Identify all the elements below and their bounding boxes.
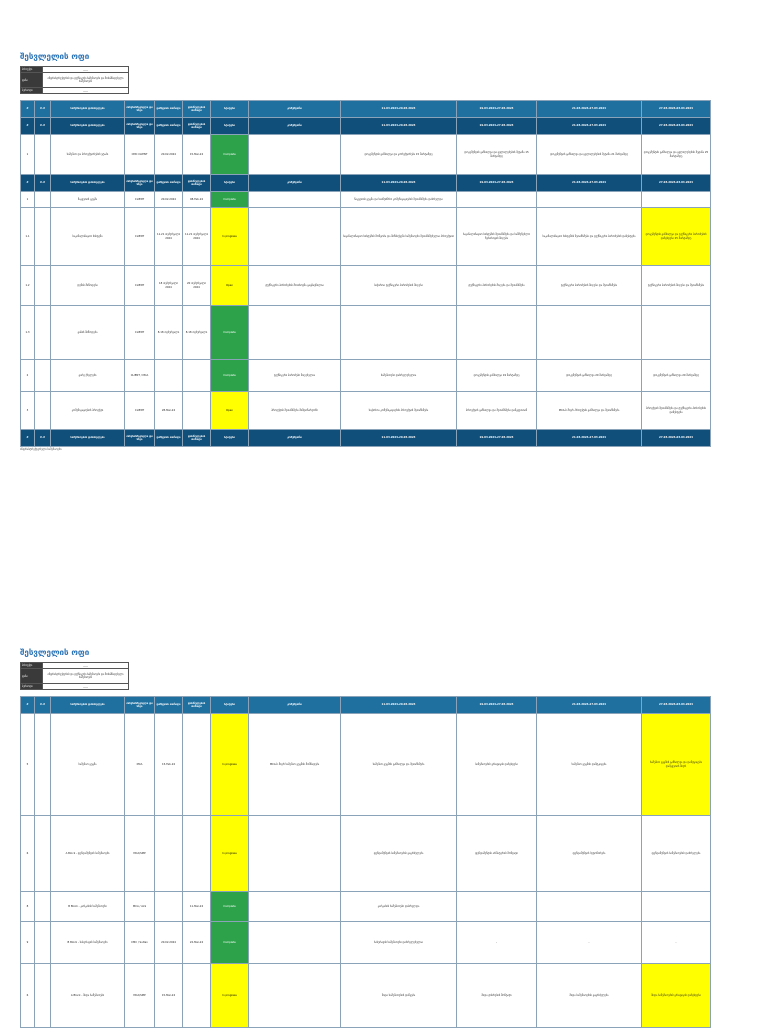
table-cell: შიდა სამუშაოების დაწყება bbox=[341, 964, 457, 1028]
table-cell: 3 bbox=[21, 392, 35, 430]
column-header: პასუხისმგებელი და სხვა bbox=[125, 175, 155, 192]
column-header: სამუშაოების დასახელება bbox=[51, 430, 125, 447]
column-header: დაწყების თარიღი bbox=[155, 697, 183, 714]
table-cell bbox=[35, 208, 51, 266]
comment-cell: პროექტის შეთანხმება მიმდინარეობს bbox=[249, 392, 341, 430]
column-header: 27.03.2024-03.04.2024 bbox=[642, 118, 711, 135]
task-name: კომუნიკაციების პროექტი bbox=[51, 392, 125, 430]
column-header: 11.03.2024-20.03.2024 bbox=[341, 101, 457, 118]
column-header: დასრულების თარიღი bbox=[183, 118, 211, 135]
table-cell: ფუნდამენტის ბეტონირება bbox=[537, 816, 642, 892]
table-row bbox=[21, 135, 711, 175]
column-header: სტატუსი bbox=[211, 101, 249, 118]
header-row bbox=[21, 175, 711, 192]
comment-cell: MCA-ს მიერ სამუშაო გეგმის მომზადება bbox=[249, 714, 341, 816]
table-cell: CLIENT bbox=[125, 266, 155, 306]
comment-cell: ტექნიკური პირობების მოთხოვნა გაგზავნილია bbox=[249, 266, 341, 306]
column-header: პასუხისმგებელი და სხვა bbox=[125, 430, 155, 447]
comment-cell bbox=[249, 922, 341, 964]
table-cell: დოკუმენტის განხილვა და ცვლილებების შეტანა 21 მარტამდე bbox=[537, 135, 642, 175]
table-cell bbox=[35, 714, 51, 816]
column-header: # bbox=[21, 697, 35, 714]
task-name: B Block - სახურავის სამუშაოები bbox=[51, 922, 125, 964]
column-header: დასრულების თარიღი bbox=[183, 101, 211, 118]
table-cell: ფუნდამენტის სამუშაოების გაგრძელება bbox=[341, 816, 457, 892]
status-badge: Complete bbox=[211, 922, 249, 964]
table-cell: საკანალიზაციო სისტემის შეთანხმება და ტექნიკური პირობების დაზუსტება bbox=[537, 208, 642, 266]
column-header: 11.03.2024-20.03.2024 bbox=[341, 175, 457, 192]
table-cell: ტექნიკური პირობების მიღება და შეთანხმება bbox=[537, 266, 642, 306]
table-cell: დოკუმენტის განხილვა და ცვლილებების შეტანა 15 მარტამდე bbox=[457, 135, 537, 175]
table-cell: 1.1 bbox=[21, 208, 35, 266]
table-cell: სამუშაო გეგმის დამტკიცება bbox=[537, 714, 642, 816]
comment-cell bbox=[249, 816, 341, 892]
table-cell: დოკუმენტის განხილვა 20 მარტამდე bbox=[537, 360, 642, 392]
column-header: 21.03.2024-27.03.2024 bbox=[537, 101, 642, 118]
status-badge: In progress bbox=[211, 714, 249, 816]
status-table bbox=[20, 100, 711, 447]
status-badge: Complete bbox=[211, 192, 249, 208]
table-cell bbox=[183, 816, 211, 892]
column-header: სტატუსი bbox=[211, 118, 249, 135]
task-name: ნაკვეთის გეგმა bbox=[51, 192, 125, 208]
column-header: 19.03.2024-27.03.2024 bbox=[457, 175, 537, 192]
table-cell bbox=[457, 306, 537, 360]
table-row bbox=[21, 208, 711, 266]
table-cell: CLIENT bbox=[125, 306, 155, 360]
table-row bbox=[21, 892, 711, 922]
column-header: 21.03.2024-27.03.2024 bbox=[537, 175, 642, 192]
column-header: #.# bbox=[35, 118, 51, 135]
column-header: 11.03.2024-20.03.2024 bbox=[341, 697, 457, 714]
table-cell: 5 bbox=[21, 714, 35, 816]
status-badge: Complete bbox=[211, 892, 249, 922]
task-name: საკანალიზაციო სისტემა bbox=[51, 208, 125, 266]
column-header: # bbox=[21, 118, 35, 135]
column-header: სამუშაოების დასახელება bbox=[51, 697, 125, 714]
task-name: A Block - შიდა სამუშაოები bbox=[51, 964, 125, 1028]
comment-cell bbox=[249, 192, 341, 208]
info-value: ____ bbox=[43, 663, 129, 669]
table-cell: 1.2 bbox=[21, 266, 35, 306]
table-cell bbox=[537, 192, 642, 208]
table-cell: 1 bbox=[21, 135, 35, 175]
table-cell bbox=[35, 964, 51, 1028]
info-key: ფაზა bbox=[21, 669, 43, 684]
table-cell: შიდა სამუშაოების გაგრძელება bbox=[537, 964, 642, 1028]
table-cell: 6 bbox=[21, 816, 35, 892]
column-header: დაწყების თარიღი bbox=[155, 430, 183, 447]
column-header: 19.03.2024-27.03.2024 bbox=[457, 101, 537, 118]
column-header: დაწყების თარიღი bbox=[155, 118, 183, 135]
table-cell: 11.21 თებერვალი 2024 bbox=[155, 208, 183, 266]
table-cell: ფუნდამენტის სამუშაოების დასრულება bbox=[642, 816, 711, 892]
info-value: ინფრასტრუქტურის და ტექნიკური სამუშაოები და მოსამზადებელი სამუშაოები bbox=[43, 73, 129, 88]
status-badge: In progress bbox=[211, 816, 249, 892]
table-row bbox=[21, 714, 711, 816]
table-cell: პროექტის განხილვა და შეთანხმება დამკვეთთან bbox=[457, 392, 537, 430]
info-table-page-2 bbox=[20, 662, 129, 690]
table-cell: 1 bbox=[21, 192, 35, 208]
column-header: #.# bbox=[35, 697, 51, 714]
table-cell: CLIENT / MCA bbox=[125, 360, 155, 392]
info-key: პროექტი bbox=[21, 663, 43, 669]
table-cell bbox=[35, 306, 51, 360]
table-cell: ნაკვეთის გეგმა და საინჟინრო კომუნიკაციების შეთანხმება დასრულდა bbox=[341, 192, 457, 208]
table-cell: 11-Mar-24 bbox=[183, 892, 211, 922]
table-cell bbox=[155, 360, 183, 392]
table-cell: MCA bbox=[125, 714, 155, 816]
table-cell bbox=[642, 192, 711, 208]
column-header: დაწყების თარიღი bbox=[155, 101, 183, 118]
column-header: 19.03.2024-27.03.2024 bbox=[457, 697, 537, 714]
table-cell: ფუნდამენტის არმატურის მონტაჟი bbox=[457, 816, 537, 892]
comment-cell bbox=[249, 306, 341, 360]
column-header: 27.03.2024-03.04.2024 bbox=[642, 101, 711, 118]
column-header: # bbox=[21, 175, 35, 192]
table-cell: CMC / Sultan bbox=[125, 922, 155, 964]
status-table-page-2 bbox=[20, 696, 711, 1028]
table-cell bbox=[642, 892, 711, 922]
table-cell: საჭიროა კომუნიკაციების პროექტის შეთანხმება bbox=[341, 392, 457, 430]
table-cell bbox=[35, 192, 51, 208]
table-cell: CMC CLIENT bbox=[125, 135, 155, 175]
table-row bbox=[21, 964, 711, 1028]
table-row bbox=[21, 360, 711, 392]
table-cell bbox=[35, 360, 51, 392]
table-cell: პროექტის შეთანხმება და ტექნიკური პირობების დაზუსტება bbox=[642, 392, 711, 430]
column-header: 27.03.2024-03.04.2024 bbox=[642, 175, 711, 192]
info-key: პროექტი bbox=[21, 67, 43, 73]
column-header: სტატუსი bbox=[211, 430, 249, 447]
table-cell: 8 bbox=[21, 892, 35, 922]
column-header: #.# bbox=[35, 430, 51, 447]
table-cell: 8.18 თებერვალი bbox=[183, 306, 211, 360]
comment-cell bbox=[249, 892, 341, 922]
table-cell: 15-Feb-24 bbox=[155, 714, 183, 816]
column-header: დაწყების თარიღი bbox=[155, 175, 183, 192]
table-cell: MCA/SMP bbox=[125, 816, 155, 892]
table-cell bbox=[457, 192, 537, 208]
table-cell: 15-Mar-24 bbox=[155, 964, 183, 1028]
column-header: #.# bbox=[35, 101, 51, 118]
task-name: A Block - ფუნდამენტის სამუშაოები bbox=[51, 816, 125, 892]
status-badge: Complete bbox=[211, 135, 249, 175]
column-header: პასუხისმგებელი და სხვა bbox=[125, 697, 155, 714]
column-header: 21.03.2024-27.03.2024 bbox=[537, 118, 642, 135]
column-header: დასრულების თარიღი bbox=[183, 430, 211, 447]
status-badge: Open bbox=[211, 266, 249, 306]
table-cell bbox=[35, 135, 51, 175]
comment-cell: ტექნიკური პირობები მიღებულია bbox=[249, 360, 341, 392]
table-cell: ტექნიკური პირობების მიღება და შეთანხმება bbox=[642, 266, 711, 306]
column-header: სტატუსი bbox=[211, 697, 249, 714]
table-cell: დოკუმენტის განხილვა და ცვლილებების შეტანა 25 მარტამდე bbox=[642, 135, 711, 175]
header-row bbox=[21, 697, 711, 714]
column-header: 21.03.2024-27.03.2024 bbox=[537, 697, 642, 714]
column-header: # bbox=[21, 101, 35, 118]
table-cell bbox=[155, 892, 183, 922]
week-cell: შიდა სამუშაოების გრაფიკის დაზუსტება bbox=[642, 964, 711, 1028]
table-cell: 9 bbox=[21, 922, 35, 964]
column-header: სამუშაოების დასახელება bbox=[51, 101, 125, 118]
table-cell: 18 თებერვალი 2024 bbox=[155, 266, 183, 306]
table-row bbox=[21, 192, 711, 208]
table-cell: CLIENT bbox=[125, 208, 155, 266]
info-key: ფაზა bbox=[21, 73, 43, 88]
column-header: კომენტარი bbox=[249, 175, 341, 192]
table-cell bbox=[183, 392, 211, 430]
comment-cell bbox=[249, 208, 341, 266]
table-cell: 20 თებერვალი 2024 bbox=[183, 266, 211, 306]
table-cell: 20.02.2024 bbox=[155, 922, 183, 964]
table-cell bbox=[642, 306, 711, 360]
table-cell: დოკუმენტის განხილვა 19 მარტამდე bbox=[457, 360, 537, 392]
column-header: 27.03.2024-03.04.2024 bbox=[642, 697, 711, 714]
week-cell: დოკუმენტის განხილვა და ტექნიკური პირობების დაზუსტება 25 მარტამდე bbox=[642, 208, 711, 266]
table-cell: ტექნიკური პირობების მიღება და შეთანხმება bbox=[457, 266, 537, 306]
table-cell: შიდა ტიხრების მონტაჟი bbox=[457, 964, 537, 1028]
table-cell: 8.18 თებერვალი bbox=[155, 306, 183, 360]
table-cell bbox=[35, 816, 51, 892]
status-badge: Complete bbox=[211, 360, 249, 392]
table-cell: 20.02.2024 bbox=[155, 192, 183, 208]
task-name: სამუშაო და პროექტირების ეტაპი bbox=[51, 135, 125, 175]
column-header: 19.03.2024-27.03.2024 bbox=[457, 118, 537, 135]
task-name: გაზის მიწოდება bbox=[51, 306, 125, 360]
comment-cell bbox=[249, 964, 341, 1028]
status-badge: In progress bbox=[211, 208, 249, 266]
info-key: პერიოდი bbox=[21, 684, 43, 690]
column-header: 21.03.2024-27.03.2024 bbox=[537, 430, 642, 447]
task-name: დენის მიწოდება bbox=[51, 266, 125, 306]
table-cell: MCA/SMP bbox=[125, 964, 155, 1028]
header-row bbox=[21, 101, 711, 118]
table-row bbox=[21, 816, 711, 892]
table-row bbox=[21, 392, 711, 430]
column-header: დასრულების თარიღი bbox=[183, 175, 211, 192]
table-row bbox=[21, 306, 711, 360]
table-cell: 6 bbox=[21, 964, 35, 1028]
column-header: # bbox=[21, 430, 35, 447]
header-row bbox=[21, 430, 711, 447]
table-cell: 08-Feb-24 bbox=[183, 192, 211, 208]
table-cell bbox=[341, 306, 457, 360]
table-cell: საკანალიზაციო სისტემის შეთანხმება და სამშენებლო ნებართვის მიღება bbox=[457, 208, 537, 266]
info-key: პერიოდი bbox=[21, 88, 43, 94]
status-badge: Complete bbox=[211, 306, 249, 360]
info-value: ინფრასტრუქტურის და ტექნიკური სამუშაოები და მოსამზადებელი სამუშაოები bbox=[43, 669, 129, 684]
table-cell: დოკუმენტის განხილვა და კორექტირება 15 მარტამდე bbox=[341, 135, 457, 175]
table-cell: - bbox=[457, 922, 537, 964]
header-row bbox=[21, 118, 711, 135]
column-header: პასუხისმგებელი და სხვა bbox=[125, 101, 155, 118]
table-cell bbox=[35, 892, 51, 922]
report-title-page-2: შესვლელის ოფი bbox=[20, 648, 90, 657]
table-cell bbox=[183, 714, 211, 816]
table-cell: 1.3 bbox=[21, 306, 35, 360]
column-header: 19.03.2024-27.03.2024 bbox=[457, 430, 537, 447]
table-cell: - bbox=[642, 922, 711, 964]
column-header: სტატუსი bbox=[211, 175, 249, 192]
column-header: კომენტარი bbox=[249, 118, 341, 135]
column-header: კომენტარი bbox=[249, 101, 341, 118]
table-cell bbox=[183, 964, 211, 1028]
column-header: 11.03.2024-20.03.2024 bbox=[341, 118, 457, 135]
report-title: შესვლელის ოფი bbox=[20, 52, 90, 61]
column-header: სამუშაოების დასახელება bbox=[51, 118, 125, 135]
table-cell: სამუშაო გეგმის განხილვა და შეთანხმება bbox=[341, 714, 457, 816]
column-header: კომენტარი bbox=[249, 697, 341, 714]
task-name: სამუშაო გეგმა bbox=[51, 714, 125, 816]
status-badge: In progress bbox=[211, 964, 249, 1028]
column-header: სამუშაოების დასახელება bbox=[51, 175, 125, 192]
table-cell: 11.21 თებერვალი 2024 bbox=[183, 208, 211, 266]
info-value: ____ bbox=[43, 67, 129, 73]
info-value: ____ bbox=[43, 684, 129, 690]
table-cell: დოკუმენტის განხილვა 20 მარტამდე bbox=[642, 360, 711, 392]
table-cell bbox=[457, 892, 537, 922]
table-cell bbox=[537, 892, 642, 922]
table-cell bbox=[35, 392, 51, 430]
info-table bbox=[20, 66, 129, 94]
column-header: კომენტარი bbox=[249, 430, 341, 447]
table-cell: 22-Mar-24 bbox=[183, 922, 211, 964]
table-cell: საკანალიზაციო სისტემის მოწყობა და მიწისქვეშა სამუშაოები შეთანხმებულია პროექტით bbox=[341, 208, 457, 266]
table-cell: CLIENT bbox=[125, 192, 155, 208]
table-cell: სამუშაოები დასრულებულია bbox=[341, 360, 457, 392]
table-row bbox=[21, 266, 711, 306]
table-cell: 15-Mar-24 bbox=[183, 135, 211, 175]
table-cell: სამუშაოების გრაფიკის დაზუსტება bbox=[457, 714, 537, 816]
column-header: დასრულების თარიღი bbox=[183, 697, 211, 714]
comment-cell bbox=[249, 135, 341, 175]
table-cell bbox=[155, 816, 183, 892]
table-cell bbox=[537, 306, 642, 360]
column-header: 11.03.2024-20.03.2024 bbox=[341, 430, 457, 447]
table-cell bbox=[35, 922, 51, 964]
column-header: პასუხისმგებელი და სხვა bbox=[125, 118, 155, 135]
table-cell: სახურავის სამუშაოები დასრულებულია bbox=[341, 922, 457, 964]
table-cell: 20.02.2024 bbox=[155, 135, 183, 175]
footer-note: ინფრასტრუქტურული სამუშაოები bbox=[20, 448, 62, 451]
table-cell: CLIENT bbox=[125, 392, 155, 430]
table-cell: 2 bbox=[21, 360, 35, 392]
table-cell bbox=[183, 360, 211, 392]
column-header: 27.03.2024-03.04.2024 bbox=[642, 430, 711, 447]
table-cell: MCA / ALS bbox=[125, 892, 155, 922]
table-cell: MCA-ს მიერ პროექტის განხილვა და შეთანხმება bbox=[537, 392, 642, 430]
task-name: B Block - კარკასის სამუშაოები bbox=[51, 892, 125, 922]
status-badge: Open bbox=[211, 392, 249, 430]
info-value: ____ bbox=[43, 88, 129, 94]
week-cell: სამუშაო გეგმის განხილვა და დამტკიცება დამკვეთის მიერ bbox=[642, 714, 711, 816]
table-cell: საჭიროა ტექნიკური პირობების მიღება bbox=[341, 266, 457, 306]
table-cell: 28-Mar-24 bbox=[155, 392, 183, 430]
table-row bbox=[21, 922, 711, 964]
task-name: გარე ქსელები bbox=[51, 360, 125, 392]
table-cell: - bbox=[537, 922, 642, 964]
table-cell bbox=[35, 266, 51, 306]
table-cell: კარკასის სამუშაოები დასრულდა bbox=[341, 892, 457, 922]
column-header: #.# bbox=[35, 175, 51, 192]
